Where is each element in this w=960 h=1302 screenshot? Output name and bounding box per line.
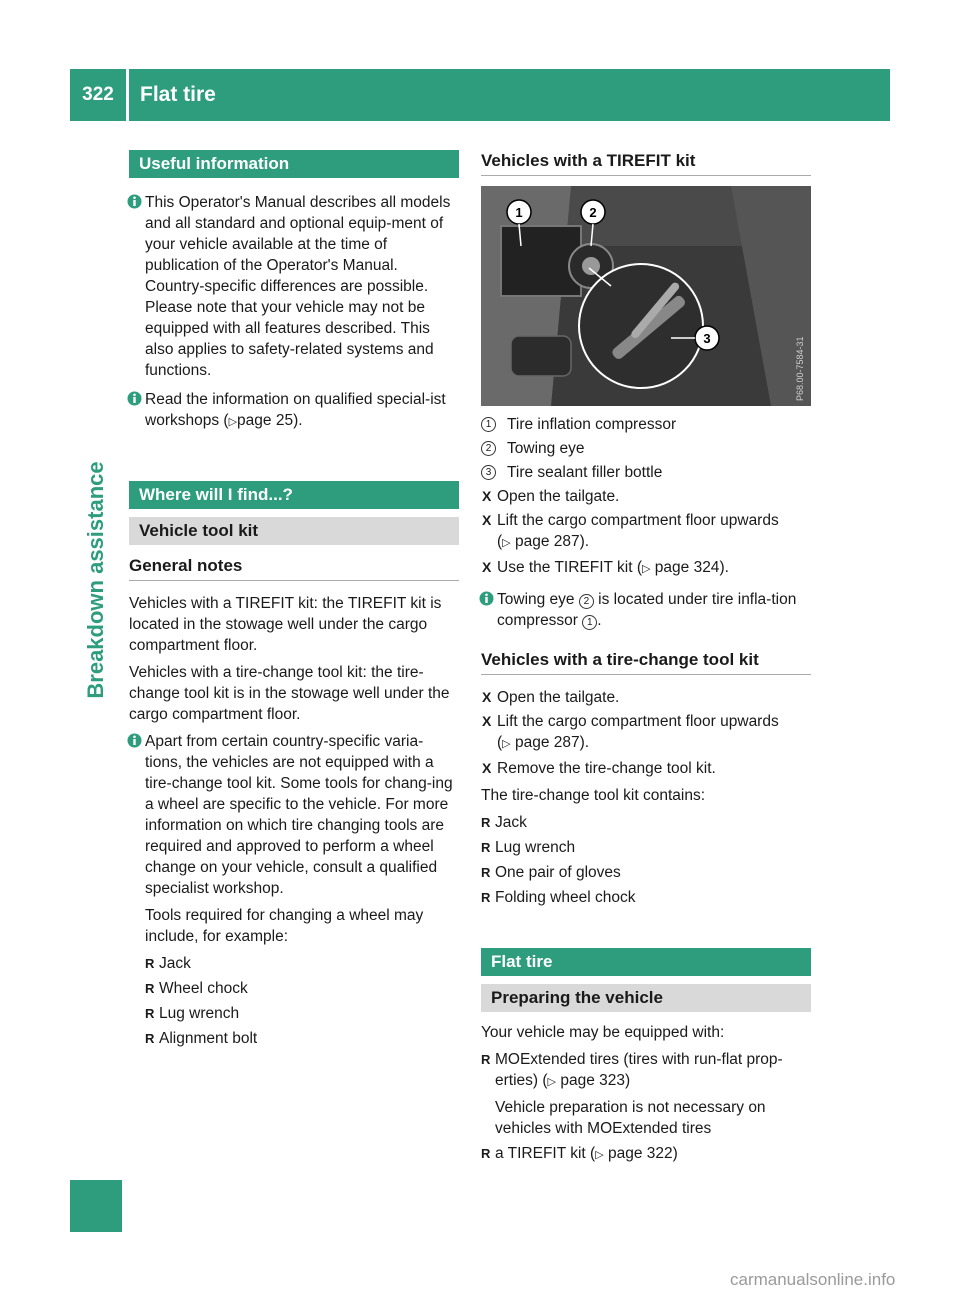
equipped-intro: Your vehicle may be equipped with: [481, 1024, 725, 1041]
callout-number: 3 [481, 465, 496, 480]
callout-number: 2 [579, 594, 594, 609]
paragraph-tire-change: Vehicles with a tire-change tool kit: the tire-change tool kit is in the stowage well under the cargo compartment floor. [129, 664, 450, 723]
right-column [481, 150, 811, 1170]
list-item: R Lug wrench [145, 1003, 459, 1024]
info-icon [127, 193, 142, 210]
tools-intro: Tools required for changing a wheel may include, for example: [145, 907, 424, 945]
list-item: R One pair of gloves [481, 862, 811, 883]
preparing-vehicle-heading: Preparing the vehicle [481, 984, 811, 1012]
step-item: X Lift the cargo compartment floor upwards (▷ page 287). [481, 510, 811, 554]
contents-list [481, 812, 811, 908]
useful-info-heading: Useful information [129, 150, 459, 178]
list-item: R Folding wheel chock [481, 887, 811, 908]
left-column [129, 150, 459, 1057]
watermark: carmanualsonline.info [730, 1270, 896, 1289]
list-item: R Jack [145, 953, 459, 974]
info-note-towing-eye: Towing eye 2 is located under tire infla-tion compressor 1 . [481, 589, 811, 631]
tirefit-stowage-photo [481, 186, 811, 406]
callout-number: 2 [481, 441, 496, 456]
step-text: Use the TIREFIT kit ( [497, 559, 642, 576]
equipment-list [481, 1049, 811, 1166]
callout-number: 1 [582, 615, 597, 630]
list-item: R Alignment bolt [145, 1028, 459, 1049]
step-item: X Use the TIREFIT kit (▷ page 324). [481, 557, 811, 580]
header-separator [126, 69, 129, 121]
note-text: Towing eye [497, 591, 575, 608]
list-item-text: MOExtended tires (tires with run-flat prop-erties) ( [495, 1051, 783, 1089]
page-ref-link[interactable]: page 287 [514, 533, 580, 550]
tirefit-heading: Vehicles with a TIREFIT kit [481, 150, 811, 176]
side-tab-text: Breakdown assistance [83, 461, 108, 699]
callout-text: Tire inflation compressor [507, 416, 677, 433]
tools-list [145, 953, 459, 1049]
list-item: R a TIREFIT kit (▷ page 322) [481, 1143, 811, 1166]
svg-text:3: 3 [703, 331, 711, 346]
callout-item [481, 462, 811, 483]
vehicle-tool-kit-heading: Vehicle tool kit [129, 517, 459, 545]
callout-number: 1 [481, 417, 496, 432]
step-item: X Lift the cargo compartment floor upwards (▷ page 287). [481, 711, 811, 755]
page-ref-link[interactable]: page 322 [607, 1145, 673, 1162]
info-note-operators-manual [129, 192, 459, 381]
page-ref-link[interactable]: page 25 [237, 412, 294, 429]
step-text: Lift the cargo compartment floor upwards [497, 512, 779, 529]
flat-tire-heading: Flat tire [481, 948, 811, 976]
page-ref-arrow-icon: ▷ [502, 537, 511, 549]
list-item: R Lug wrench [481, 837, 811, 858]
page-ref-arrow-icon: ▷ [502, 738, 511, 750]
where-heading: Where will I find...? [129, 481, 459, 509]
step-item: X Open the tailgate. [481, 486, 811, 507]
note-text: Read the information on qualified special-ist workshops ( [145, 391, 446, 429]
tire-change-heading: Vehicles with a tire-change tool kit [481, 649, 811, 675]
list-item: R Jack [481, 812, 811, 833]
info-icon [127, 732, 142, 749]
image-code: P68.00-7584-31 [795, 336, 805, 401]
info-icon [127, 390, 142, 407]
page-ref-link[interactable]: page 323 [560, 1072, 625, 1089]
page-ref-arrow-icon: ▷ [547, 1076, 557, 1088]
list-item-subtext: Vehicle preparation is not necessary on vehicles with MOExtended tires [495, 1099, 766, 1137]
step-text: Lift the cargo compartment floor upwards [497, 713, 779, 730]
page-number: 322 [82, 84, 114, 105]
list-item: R Wheel chock [145, 978, 459, 999]
info-note-workshops [129, 389, 459, 433]
contents-intro: The tire-change tool kit contains: [481, 787, 706, 804]
side-tab-marker [70, 1180, 122, 1232]
general-notes-heading: General notes [129, 555, 459, 581]
callout-text: Tire sealant filler bottle [507, 464, 663, 481]
note-text-end: ). [293, 412, 303, 429]
list-item-text: a TIREFIT kit ( [495, 1145, 596, 1162]
note-text: This Operator's Manual describes all models and all standard and optional equip-ment of your vehicle available at the time of publication of the Operator's Manual. Country-specific differences are possible. Please note that your vehicle may not be equipped with all features described. This also applies to safety-related systems and functions. [145, 194, 451, 379]
svg-text:2: 2 [589, 205, 597, 220]
callout-item [481, 414, 811, 435]
note-text: is located under tire infla-tion compressor [497, 591, 797, 629]
info-note-tools [129, 731, 459, 1049]
step-item: X Open the tailgate. [481, 687, 811, 708]
page-ref-arrow-icon: ▷ [642, 563, 651, 575]
list-item: R MOExtended tires (tires with run-flat prop-erties) (▷ page 323) Vehicle preparation is not necessary on vehicles with MOExtended tires [481, 1049, 811, 1139]
page-ref-link[interactable]: page 324 [654, 559, 720, 576]
step-item: X Remove the tire-change tool kit. [481, 758, 811, 779]
callout-text: Towing eye [507, 440, 585, 457]
callout-item [481, 438, 811, 459]
side-tab-label [72, 450, 120, 710]
info-icon [479, 590, 494, 607]
note-text: Apart from certain country-specific varia-tions, the vehicles are not equipped with a tire-change tool kit. Some tools for chang-ing a wheel are specific to the vehicle. For more information on which tire changing tools are required and approved to perform a wheel change on your vehicle, consult a qualified specialist workshop. [145, 733, 453, 897]
page-ref-arrow-icon: ▷ [595, 1149, 604, 1161]
page-ref-link[interactable]: page 287 [514, 734, 580, 751]
page-title: Flat tire [140, 83, 216, 106]
page-ref-arrow-icon: ▷ [228, 416, 238, 428]
svg-text:1: 1 [515, 205, 523, 220]
paragraph-tirefit: Vehicles with a TIREFIT kit: the TIREFIT kit is located in the stowage well under the cargo compartment floor. [129, 595, 442, 654]
